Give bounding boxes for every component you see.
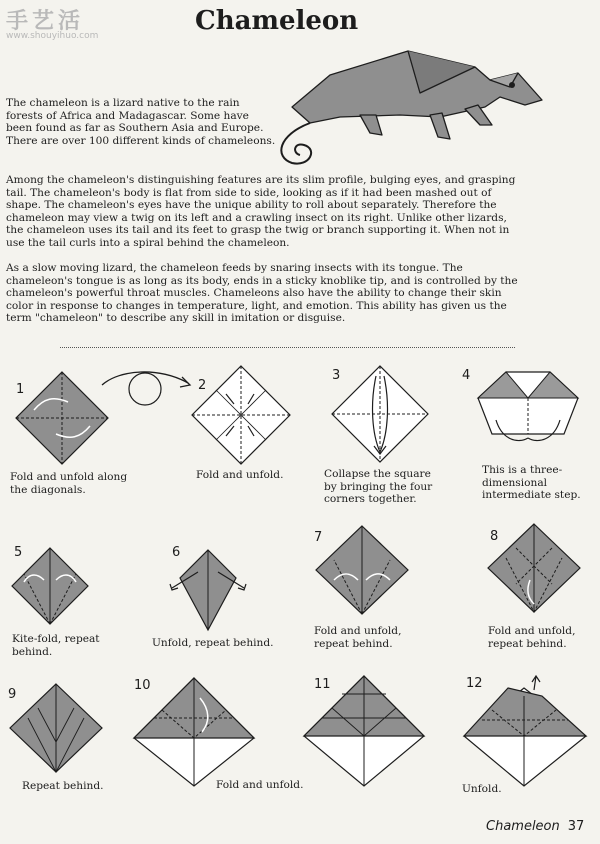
section-divider [60, 347, 515, 348]
step-7-diagram [314, 524, 410, 616]
step-caption: Unfold, repeat behind. [152, 637, 274, 649]
step-number: 9 [8, 687, 17, 702]
step-number: 6 [172, 545, 181, 560]
step-caption: Fold and unfold along the diagonals. [10, 471, 128, 496]
step-number: 3 [332, 368, 341, 383]
step-caption: This is a three-dimensional intermediate step. [482, 464, 581, 502]
footer-title: Chameleon [486, 819, 560, 834]
step-5-diagram [10, 546, 90, 626]
body-paragraph: Among the chameleon's distinguishing features are its slim profile, bulging eyes, and grasping tail. The chameleon's body is flat from side to side, looking as if it had been mashed out of shape. The chameleon's eyes have the unique ability to roll about separately. Therefore the chameleon may view a twig on its left and a crawling insect on its right. Unlike other lizards, the chameleon uses its tail and its feet to grasp the twig or branch supporting it. When not in use the tail curls into a spiral behind the chameleon. [6, 174, 516, 249]
chameleon-illustration [270, 45, 550, 165]
turn-over-arrow [100, 365, 195, 410]
watermark [6, 4, 98, 41]
step-number: 7 [314, 530, 323, 545]
page-number: 37 [567, 819, 585, 834]
intro-paragraph: The chameleon is a lizard native to the rain forests of Africa and Madagascar. Some have been found as far as Southern Asia and Europe. There are over 100 different kinds of chameleons. [6, 97, 276, 147]
step-number: 8 [490, 529, 499, 544]
step-number: 11 [314, 677, 331, 692]
step-number: 12 [466, 676, 483, 691]
step-caption: Repeat behind. [22, 780, 104, 792]
step-caption: Fold and unfold, repeat behind. [488, 625, 576, 650]
step-number: 2 [198, 378, 207, 393]
step-number: 10 [134, 678, 151, 693]
step-caption: Fold and unfold, repeat behind. [314, 625, 402, 650]
step-caption: Fold and unfold. [196, 469, 284, 481]
step-4-diagram [476, 368, 580, 452]
step-number: 1 [16, 382, 25, 397]
step-caption: Collapse the square by bringing the four corners together. [324, 468, 433, 506]
step-caption: Unfold. [462, 783, 502, 795]
step-3-diagram [330, 364, 430, 464]
step-6-diagram [168, 548, 248, 632]
body-paragraph: As a slow moving lizard, the chameleon feeds by snaring insects with its tongue. The chameleon's tongue is as long as its body, ends in a sticky knoblike tip, and is controlled by the chameleon's powerful throat muscles. Chameleons also have the ability to change their skin color in response to changes in temperature, light, and emotion. This ability has given us the term "chameleon" to describe any skill in imitation or disguise. [6, 262, 518, 325]
watermark-logo: 手艺活 [6, 9, 85, 34]
step-11-diagram [302, 674, 426, 788]
page-title: Chameleon [195, 6, 359, 36]
step-number: 5 [14, 545, 23, 560]
step-2-diagram [190, 364, 292, 466]
step-8-diagram [486, 522, 582, 614]
step-number: 4 [462, 368, 471, 383]
page-footer [486, 819, 584, 834]
watermark-url: www.shouyihuo.com [6, 31, 99, 41]
step-1-diagram [14, 370, 110, 466]
step-10-diagram [132, 676, 256, 788]
step-caption: Kite-fold, repeat behind. [12, 633, 100, 658]
step-12-diagram [462, 674, 590, 788]
step-caption: Fold and unfold. [216, 779, 304, 791]
step-9-diagram [8, 682, 104, 774]
